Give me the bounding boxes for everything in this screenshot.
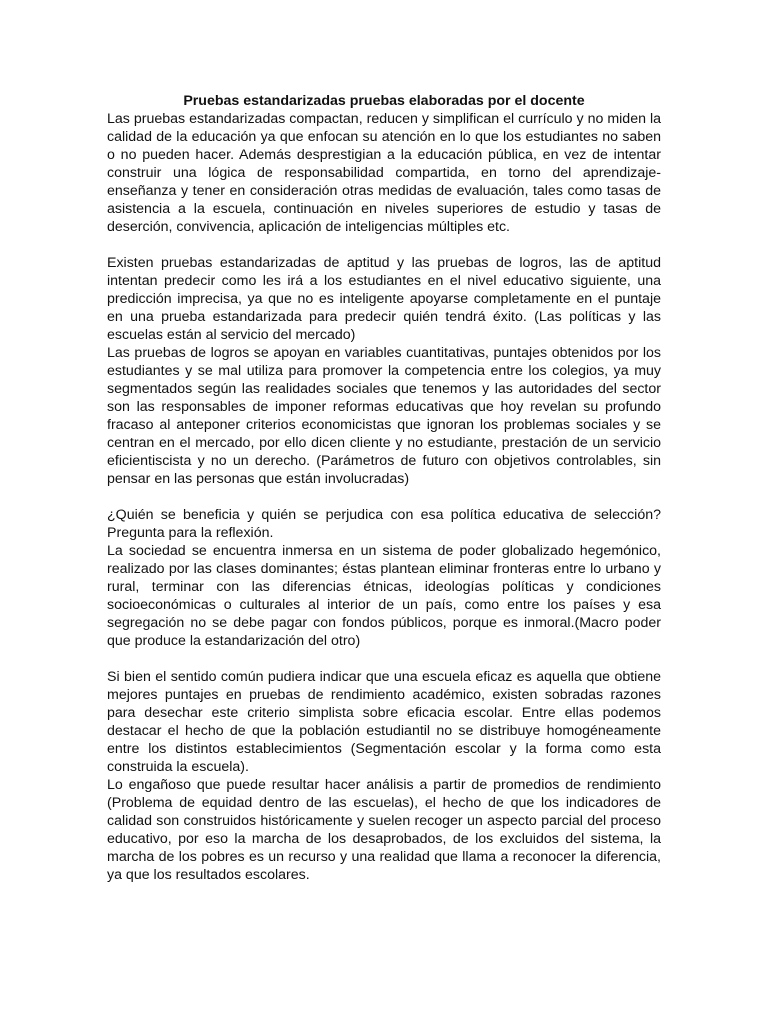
paragraph: Si bien el sentido común pudiera indicar que una escuela eficaz es aquella que obtiene mejores puntajes en pruebas de rendimiento académico, existen sobradas razones para desechar este criterio simplista sobre eficacia escolar. Entre ellas podemos destacar el hecho de que la población estudiantil no se distribuye homogéneamente entre los distintos establecimientos (Segmentación escolar y la forma como esta construida la escuela).	[107, 669, 661, 775]
paragraph-gap	[107, 236, 661, 254]
paragraph: Existen pruebas estandarizadas de aptitud y las pruebas de logros, las de aptitud intentan predecir como les irá a los estudiantes en el nivel educativo siguiente, una predicción imprecisa, ya que no es inteligente apoyarse completamente en el puntaje en una prueba estandarizada para predecir quién tendrá éxito. (Las políticas y las escuelas están al servicio del mercado)	[107, 255, 661, 343]
paragraph: Lo engañoso que puede resultar hacer análisis a partir de promedios de rendimiento (Problema de equidad dentro de las escuelas), el hecho de que los indicadores de calidad son construidos históricamente y suelen recoger un aspecto parcial del proceso educativo, por eso la marcha de los desaprobados, de los excluidos del sistema, la marcha de los pobres es un recurso y una realidad que llama a reconocer la diferencia, ya que los resultados escolares.	[107, 777, 661, 883]
paragraph-gap	[107, 650, 661, 668]
document-title: Pruebas estandarizadas pruebas elaboradas por el docente	[183, 93, 585, 109]
paragraph-gap	[107, 488, 661, 506]
paragraph: La sociedad se encuentra inmersa en un sistema de poder globalizado hegemónico, realizado por las clases dominantes; éstas plantean eliminar fronteras entre lo urbano y rural, terminar con las diferencias étnicas, ideologías políticas y condiciones socioeconómicas o culturales al interior de un país, como entre los países y esa segregación no se debe pagar con fondos públicos, porque es inmoral.(Macro poder que produce la estandarización del otro)	[107, 543, 661, 649]
paragraph: ¿Quién se beneficia y quién se perjudica con esa política educativa de selección? Pregunta para la reflexión.	[107, 507, 661, 541]
paragraph: Las pruebas de logros se apoyan en variables cuantitativas, puntajes obtenidos por los estudiantes y se mal utiliza para promover la competencia entre los colegios, ya muy segmentados según las realidades sociales que tenemos y las autoridades del sector son las responsables de imponer reformas educativas que hoy revelan su profundo fracaso al anteponer criterios economicistas que ignoran los problemas sociales y se centran en el mercado, por ello dicen cliente y no estudiante, prestación de un servicio eficientiscista y no un derecho. (Parámetros de futuro con objetivos controlables, sin pensar en las personas que están involucradas)	[107, 345, 661, 487]
paragraph: Las pruebas estandarizadas compactan, reducen y simplifican el currículo y no miden la calidad de la educación ya que enfocan su atención en lo que los estudiantes no saben o no pueden hacer. Además desprestigian a la educación pública, en vez de intentar construir una lógica de responsabilidad compartida, en torno del aprendizaje-enseñanza y tener en consideración otras medidas de evaluación, tales como tasas de asistencia a la escuela, continuación en niveles superiores de estudio y tasas de deserción, convivencia, aplicación de inteligencias múltiples etc.	[107, 111, 661, 235]
document-page	[107, 92, 661, 884]
